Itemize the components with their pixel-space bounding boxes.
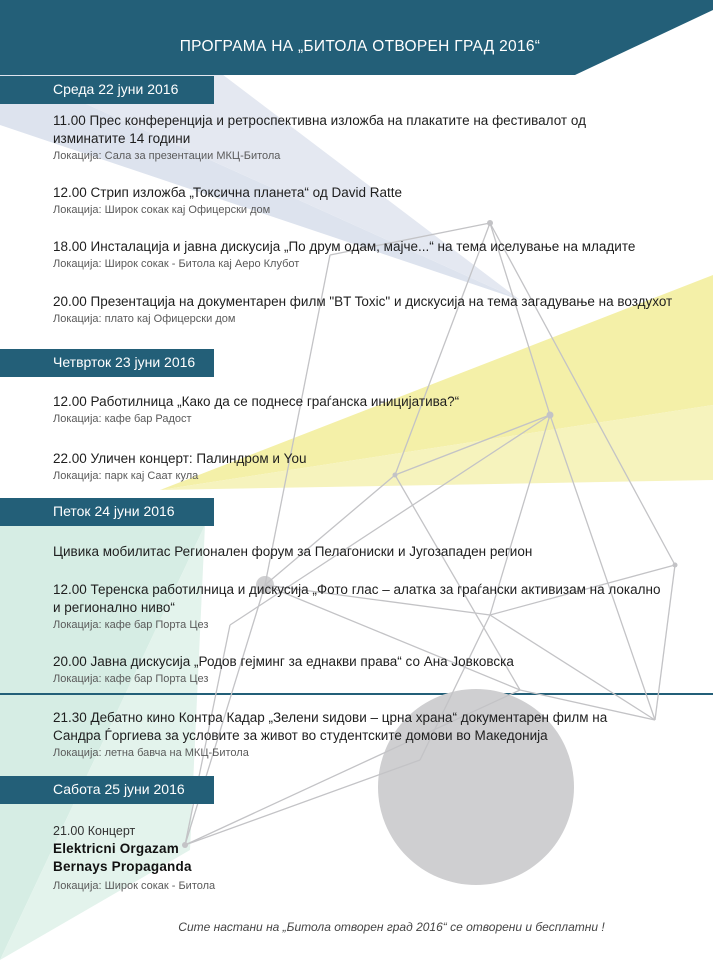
event-location: Локација: кафе бар Радост — [53, 413, 192, 425]
event-location: Локација: Широк сокак - Битола — [53, 880, 216, 892]
event-item — [53, 293, 693, 327]
day-header-saturday — [0, 776, 214, 804]
event-title: 12.00 Теренска работилница и дискусија „Фото глас – алатка за граѓански активизам на локално и регионално ниво“ — [53, 582, 661, 615]
event-title: 18.00 Инсталација и јавна дискусија „По друм одам, мајче...“ на тема иселување на младите — [53, 239, 636, 254]
event-item — [53, 238, 693, 272]
event-title: 12.00 Работилница „Како да се поднесе граѓанска иницијатива?“ — [53, 394, 460, 409]
event-location: Локација: Широк сокак кај Офицерски дом — [53, 204, 271, 216]
event-location: Локација: Сала за презентации МКЦ-Битола — [53, 150, 281, 162]
day-label: Петок 24 јуни 2016 — [53, 503, 175, 519]
event-item — [53, 581, 693, 633]
event-item — [53, 184, 693, 218]
event-location: Локација: плато кај Офицерски дом — [53, 313, 236, 325]
event-item — [53, 112, 693, 164]
footer-note: Сите настани на „Битола отворен град 2016“ се отворени и бесплатни ! — [178, 920, 605, 934]
page-title: ПРОГРАМА НА „БИТОЛА ОТВОРЕН ГРАД 2016“ — [179, 38, 541, 55]
event-title: 11.00 Прес конференција и ретроспективна изложба на плакатите на фестивалот од изминатите 14 години — [53, 113, 586, 146]
day-header-thursday — [0, 349, 214, 377]
event-title: 12.00 Стрип изложба „Токсична планета“ од David Ratte — [53, 185, 403, 200]
act-name: Bernays Propaganda — [53, 859, 192, 874]
day-header-friday — [0, 498, 214, 526]
event-title: 20.00 Презентација на документарен филм "BT Toxic" и дискусија на тема загадување на воздухот — [53, 294, 673, 309]
event-time: 21.00 Концерт — [53, 824, 136, 838]
concert-event — [53, 822, 693, 894]
event-location: Локација: Широк сокак - Битола кај Аеро Клубот — [53, 258, 300, 270]
event-item — [53, 393, 693, 427]
act-name: Elektricni Orgazam — [53, 841, 179, 856]
event-item — [53, 543, 693, 561]
day-label: Среда 22 јуни 2016 — [53, 81, 179, 97]
event-item — [53, 709, 693, 761]
event-location: Локација: кафе бар Порта Цез — [53, 619, 209, 631]
event-title: 21.30 Дебатно кино Контра Кадар „Зелени ѕидови – црна храна“ документарен филм на Сандра Ѓоргиева за условите за живот во студентските домови во Македонија — [53, 710, 608, 743]
event-location: Локација: летна бавча на МКЦ-Битола — [53, 747, 249, 759]
event-title: Цивика мобилитас Регионален форум за Пелагониски и Југозападен регион — [53, 544, 533, 559]
day-label: Сабота 25 јуни 2016 — [53, 781, 185, 797]
day-header-wednesday — [0, 76, 214, 104]
event-title: 22.00 Уличен концерт: Палиндром и You — [53, 451, 307, 466]
event-location: Локација: парк кај Саат кула — [53, 470, 199, 482]
day-label: Четврток 23 јуни 2016 — [53, 354, 196, 370]
event-location: Локација: кафе бар Порта Цез — [53, 673, 209, 685]
event-item — [53, 450, 693, 484]
event-title: 20.00 Јавна дискусија „Родов гејминг за еднакви права“ со Ана Јовковска — [53, 654, 514, 669]
event-item — [53, 653, 693, 687]
